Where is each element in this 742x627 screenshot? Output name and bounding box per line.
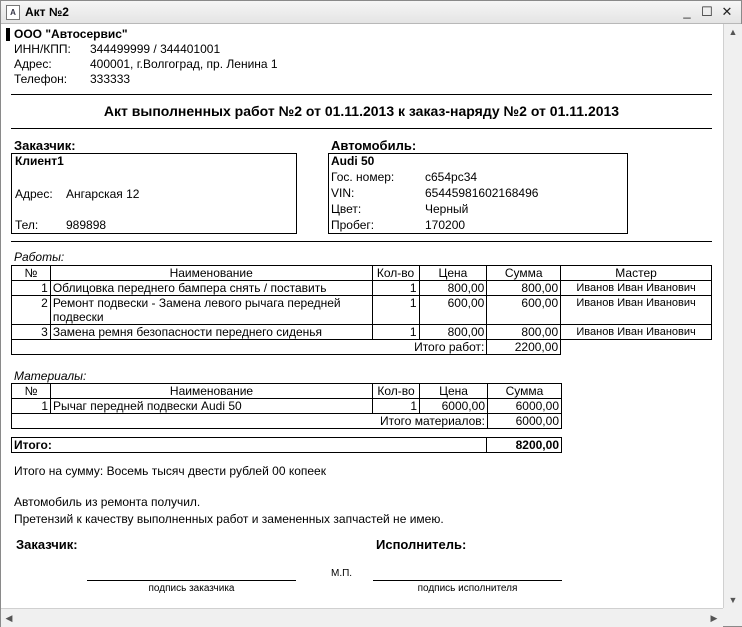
org-inn-label: ИНН/КПП: xyxy=(14,42,71,56)
customer-addr-value: Ангарская 12 xyxy=(66,187,140,201)
customer-name: Клиент1 xyxy=(15,154,64,168)
row-qty: 1 xyxy=(372,325,419,340)
document-title: Акт выполненных работ №2 от 01.11.2013 к заказ-наряду №2 от 01.11.2013 xyxy=(103,103,620,119)
scroll-up-icon[interactable]: ▲ xyxy=(728,27,738,37)
row-number: 2 xyxy=(12,296,51,325)
divider xyxy=(11,94,712,95)
customer-heading: Заказчик: xyxy=(14,138,76,153)
column-header: Сумма xyxy=(488,384,562,399)
materials-table xyxy=(11,383,562,429)
row-sum: 600,00 xyxy=(487,296,561,325)
org-phone-value: 333333 xyxy=(90,72,131,86)
car-mileage-label: Пробег: xyxy=(331,218,375,232)
row-price: 6000,00 xyxy=(420,399,488,414)
column-header: Наименование xyxy=(51,384,373,399)
org-inn-value: 344499999 / 344401001 xyxy=(90,42,221,56)
statement-received: Автомобиль из ремонта получил. xyxy=(14,495,201,509)
row-name: Замена ремня безопасности переднего сиденья xyxy=(50,325,372,340)
row-qty: 1 xyxy=(372,296,419,325)
column-header: Кол-во xyxy=(373,384,420,399)
signature-customer-label: Заказчик: xyxy=(16,537,78,552)
stamp-label: М.П. xyxy=(331,568,353,579)
column-header: Кол-во xyxy=(372,266,419,281)
car-plate-value: с654рс34 xyxy=(425,170,478,184)
column-header: № xyxy=(12,266,51,281)
scroll-down-icon[interactable]: ▼ xyxy=(728,595,738,605)
column-header: Цена xyxy=(420,384,488,399)
works-heading: Работы: xyxy=(14,250,65,264)
org-name: ООО "Автосервис" xyxy=(14,27,128,41)
report-icon: A xyxy=(6,5,20,20)
divider xyxy=(11,128,712,129)
row-name: Ремонт подвески - Замена левого рычага передней подвески xyxy=(50,296,372,325)
vertical-scrollbar[interactable] xyxy=(723,24,742,608)
works-total-value: 2200,00 xyxy=(487,340,561,355)
executor-signature-caption: подпись исполнителя xyxy=(417,583,518,594)
executor-signature-line xyxy=(373,580,562,581)
customer-phone-label: Тел: xyxy=(15,218,39,232)
row-price: 800,00 xyxy=(419,325,487,340)
grand-total-label: Итого: xyxy=(12,438,487,453)
materials-heading: Материалы: xyxy=(14,369,87,383)
row-qty: 1 xyxy=(373,399,420,414)
works-total-row xyxy=(12,340,712,355)
row-master: Иванов Иван Иванович xyxy=(561,325,712,340)
car-vin-value: 65445981602168496 xyxy=(425,186,539,200)
materials-total-value: 6000,00 xyxy=(488,414,562,429)
org-phone-label: Телефон: xyxy=(14,72,68,86)
horizontal-scrollbar[interactable] xyxy=(1,608,723,627)
car-heading: Автомобиль: xyxy=(331,138,417,153)
divider xyxy=(11,241,712,242)
row-price: 800,00 xyxy=(419,281,487,296)
grand-total-row xyxy=(12,438,562,453)
car-model: Audi 50 xyxy=(331,154,375,168)
car-plate-label: Гос. номер: xyxy=(331,170,395,184)
row-number: 1 xyxy=(12,281,51,296)
row-qty: 1 xyxy=(372,281,419,296)
row-number: 3 xyxy=(12,325,51,340)
table-row xyxy=(12,399,562,414)
column-header: Сумма xyxy=(487,266,561,281)
scroll-left-icon[interactable]: ◀ xyxy=(5,613,13,623)
empty-cell xyxy=(561,340,712,355)
materials-total-row xyxy=(12,414,562,429)
resize-grip-icon[interactable] xyxy=(723,608,742,626)
materials-total-label: Итого материалов: xyxy=(12,414,488,429)
table-header-row xyxy=(12,266,712,281)
row-number: 1 xyxy=(12,399,51,414)
table-row xyxy=(12,281,712,296)
table-row xyxy=(12,325,712,340)
customer-signature-caption: подпись заказчика xyxy=(148,583,235,594)
close-button[interactable]: ✕ xyxy=(721,4,733,19)
title-bar[interactable] xyxy=(1,1,741,24)
car-mileage-value: 170200 xyxy=(425,218,466,232)
grand-total-table xyxy=(11,437,562,453)
row-name: Облицовка переднего бампера снять / поставить xyxy=(50,281,372,296)
row-sum: 6000,00 xyxy=(488,399,562,414)
text-cursor xyxy=(6,28,10,41)
org-addr-value: 400001, г.Волгоград, пр. Ленина 1 xyxy=(90,57,278,71)
column-header: Мастер xyxy=(561,266,712,281)
column-header: № xyxy=(12,384,51,399)
row-name: Рычаг передней подвески Audi 50 xyxy=(51,399,373,414)
works-total-label: Итого работ: xyxy=(12,340,487,355)
window-title: Акт №2 xyxy=(25,5,69,19)
scroll-right-icon[interactable]: ▶ xyxy=(710,613,718,623)
row-master: Иванов Иван Иванович xyxy=(561,296,712,325)
car-color-label: Цвет: xyxy=(331,202,362,216)
maximize-button[interactable]: ☐ xyxy=(701,4,713,19)
statement-no-claims: Претензий к качеству выполненных работ и замененных запчастей не имею. xyxy=(14,512,444,526)
column-header: Цена xyxy=(419,266,487,281)
row-sum: 800,00 xyxy=(487,325,561,340)
signature-executor-label: Исполнитель: xyxy=(376,537,467,552)
car-vin-label: VIN: xyxy=(331,186,355,200)
row-sum: 800,00 xyxy=(487,281,561,296)
grand-total-value: 8200,00 xyxy=(487,438,562,453)
customer-signature-line xyxy=(87,580,296,581)
minimize-button[interactable]: _ xyxy=(683,4,691,19)
works-table xyxy=(11,265,712,355)
column-header: Наименование xyxy=(50,266,372,281)
sum-in-words: Итого на сумму: Восемь тысяч двести рублей 00 копеек xyxy=(14,464,326,478)
row-price: 600,00 xyxy=(419,296,487,325)
customer-phone-value: 989898 xyxy=(66,218,107,232)
row-master: Иванов Иван Иванович xyxy=(561,281,712,296)
customer-addr-label: Адрес: xyxy=(15,187,53,201)
table-header-row xyxy=(12,384,562,399)
document-area[interactable] xyxy=(1,24,723,626)
table-row xyxy=(12,296,712,325)
car-color-value: Черный xyxy=(425,202,469,216)
org-addr-label: Адрес: xyxy=(14,57,52,71)
